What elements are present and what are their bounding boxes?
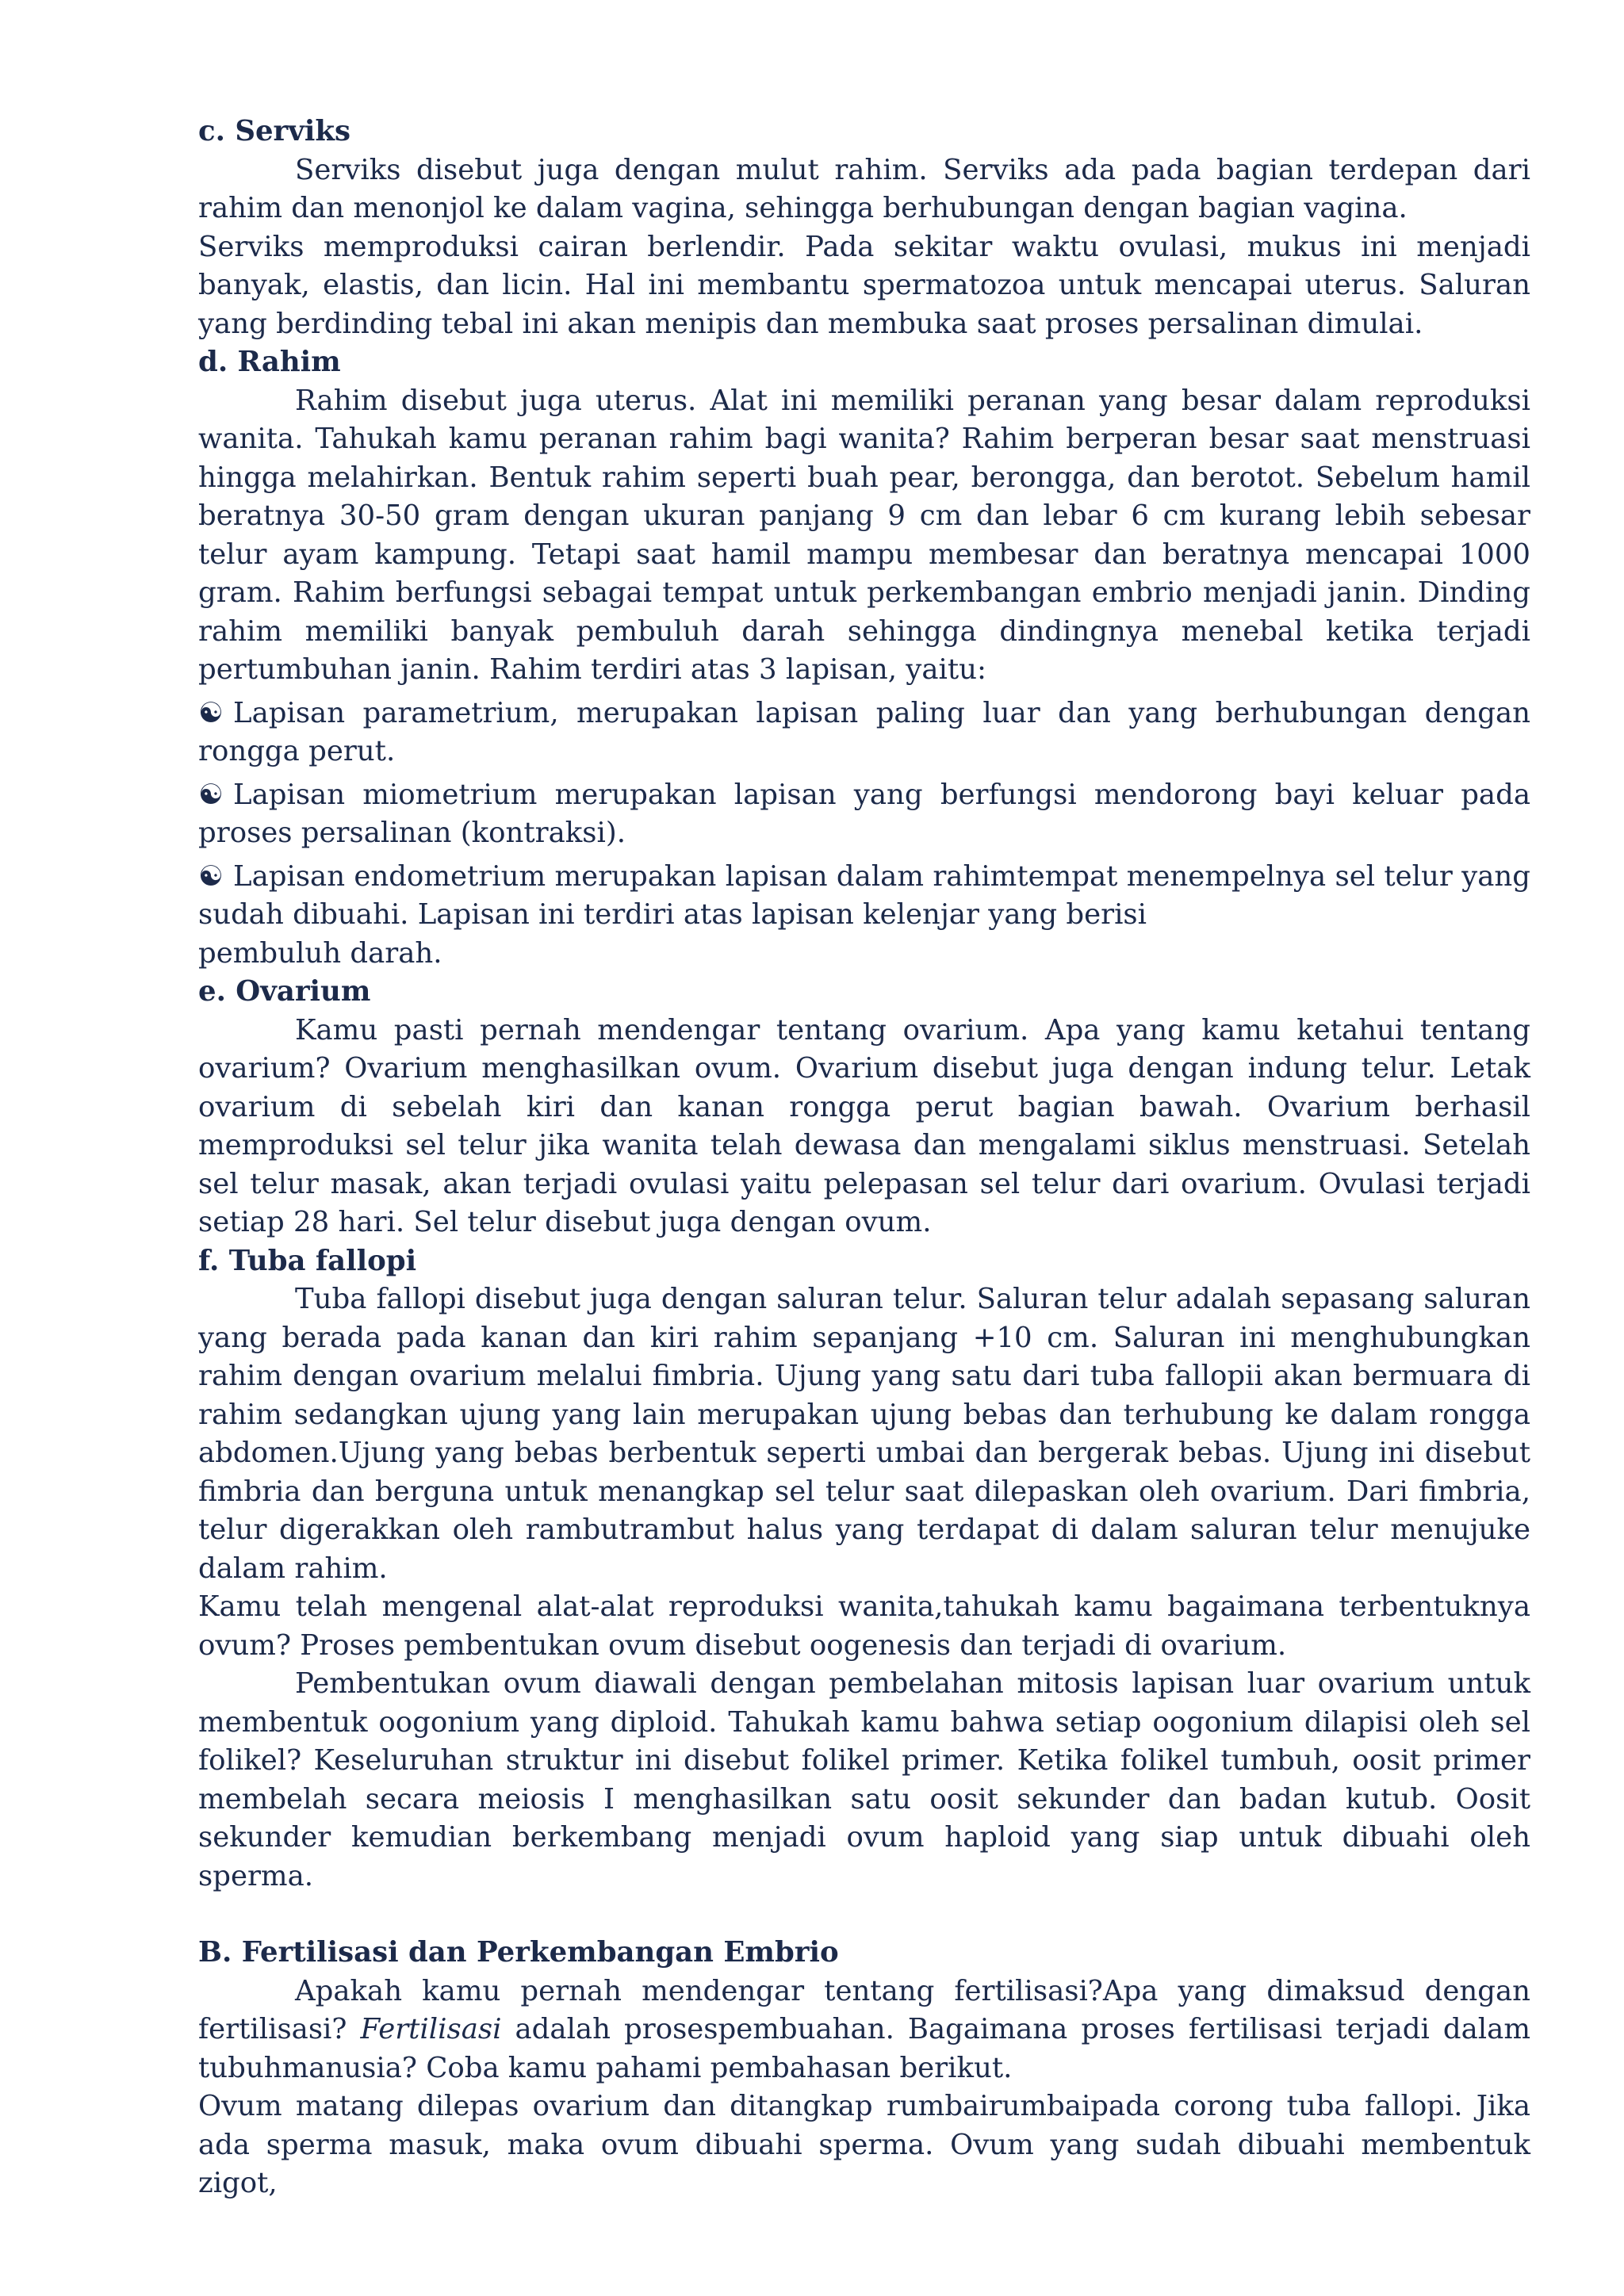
paragraph-serviks-1: Serviks disebut juga dengan mulut rahim. Serviks ada pada bagian terdepan dari rahim dan menonjol ke dalam vagina, sehingga berhubungan dengan bagian vagina. (198, 153, 1530, 224)
paragraph-tuba-2: Kamu telah mengenal alat-alat reproduksi wanita,tahukah kamu bagaimana terbentuknya ovum? Proses pembentukan ovum disebut oogenesis dan terjadi di ovarium. (198, 1590, 1530, 1662)
yin-yang-icon: ☯ (198, 859, 224, 893)
bullet-text: Lapisan parametrium, merupakan lapisan paling luar dan yang berhubungan dengan rongga perut. (198, 696, 1530, 767)
yin-yang-icon: ☯ (198, 778, 224, 811)
paragraph-ovarium-1: Kamu pasti pernah mendengar tentang ovarium. Apa yang kamu ketahui tentang ovarium? Ovarium menghasilkan ovum. Ovarium disebut juga dengan indung telur. Letak ovarium di sebelah kiri dan kanan rongga perut bagian bawah. Ovarium berhasil memproduksi sel telur jika wanita telah dewasa dan mengalami siklus menstruasi. Setelah sel telur masak, akan terjadi ovulasi yaitu pelepasan sel telur dari ovarium. Ovulasi terjadi setiap 28 hari. Sel telur disebut juga dengan ovum. (198, 1013, 1530, 1238)
text-segment: Apakah kamu pernah mendengar tentang fertilisasi?Apa yang dimaksud dengan fertilisasi? (198, 1974, 1530, 2045)
section-spacer (198, 1896, 1530, 1934)
yin-yang-icon: ☯ (198, 696, 224, 729)
text-segment: adalah prosespembuahan. Bagaimana proses fertilisasi terjadi dalam tubuhmanusia? Coba kamu pahami pembahasan berikut. (198, 2013, 1530, 2084)
paragraph-tuba-1: Tuba fallopi disebut juga dengan saluran telur. Saluran telur adalah sepasang saluran yang berada pada kanan dan kiri rahim sepanjang +10 cm. Saluran ini menghubungkan rahim dengan ovarium melalui fimbria. Ujung yang satu dari tuba fallopii akan bermuara di rahim sedangkan ujung yang lain merupakan ujung bebas dan terhubung ke dalam rongga abdomen.Ujung yang bebas berbentuk seperti umbai dan bergerak bebas. Ujung ini disebut fimbria dan berguna untuk menangkap sel telur saat dilepaskan oleh ovarium. Dari fimbria, telur digerakkan oleh rambutrambut halus yang terdapat di dalam saluran telur menujuke dalam rahim. (198, 1283, 1530, 1585)
bullet-continuation: pembuluh darah. (198, 936, 442, 970)
bullet-item-parametrium (198, 695, 1530, 771)
heading-ovarium: e. Ovarium (198, 975, 371, 1008)
paragraph-tuba-3: Pembentukan ovum diawali dengan pembelahan mitosis lapisan luar ovarium untuk membentuk oogonium yang diploid. Tahukah kamu bahwa setiap oogonium dilapisi oleh sel folikel? Keseluruhan struktur ini disebut folikel primer. Ketika folikel tumbuh, oosit primer membelah secara meiosis I menghasilkan satu oosit sekunder dan badan kutub. Oosit sekunder kemudian berkembang menjadi ovum haploid yang siap untuk dibuahi oleh sperma. (198, 1667, 1530, 1892)
paragraph-fertilisasi-1 (198, 1973, 1530, 2088)
paragraph-fertilisasi-2: Ovum matang dilepas ovarium dan ditangkap rumbairumbaipada corong tuba fallopi. Jika ada sperma masuk, maka ovum dibuahi sperma. Ovum yang sudah dibuahi membentuk zigot, (198, 2090, 1530, 2199)
paragraph-serviks-2: Serviks memproduksi cairan berlendir. Pada sekitar waktu ovulasi, mukus ini menjadi banyak, elastis, dan licin. Hal ini membantu spermatozoa untuk mencapai uterus. Saluran yang berdinding tebal ini akan menipis dan membuka saat proses persalinan dimulai. (198, 230, 1530, 340)
italic-term: Fertilisasi (360, 2013, 502, 2045)
bullet-text: Lapisan miometrium merupakan lapisan yang berfungsi mendorong bayi keluar pada proses persalinan (kontraksi). (198, 778, 1530, 849)
bullet-item-miometrium (198, 776, 1530, 853)
heading-fertilisasi: B. Fertilisasi dan Perkembangan Embrio (198, 1936, 839, 1969)
bullet-text: Lapisan endometrium merupakan lapisan dalam rahimtempat menempelnya sel telur yang sudah dibuahi. Lapisan ini terdiri atas lapisan kelenjar yang berisi (198, 859, 1530, 931)
heading-rahim: d. Rahim (198, 346, 341, 378)
heading-serviks: c. Serviks (198, 115, 350, 147)
heading-tuba-fallopi: f. Tuba fallopi (198, 1244, 417, 1277)
document-page (198, 113, 1530, 2203)
bullet-item-endometrium (198, 858, 1530, 935)
paragraph-rahim-1: Rahim disebut juga uterus. Alat ini memiliki peranan yang besar dalam reproduksi wanita. Tahukah kamu peranan rahim bagi wanita? Rahim berperan besar saat menstruasi hingga melahirkan. Bentuk rahim seperti buah pear, berongga, dan berotot. Sebelum hamil beratnya 30-50 gram dengan ukuran panjang 9 cm dan lebar 6 cm kurang lebih sebesar telur ayam kampung. Tetapi saat hamil mampu membesar dan beratnya mencapai 1000 gram. Rahim berfungsi sebagai tempat untuk perkembangan embrio menjadi janin. Dinding rahim memiliki banyak pembuluh darah sehingga dindingnya menebal ketika terjadi pertumbuhan janin. Rahim terdiri atas 3 lapisan, yaitu: (198, 384, 1530, 686)
